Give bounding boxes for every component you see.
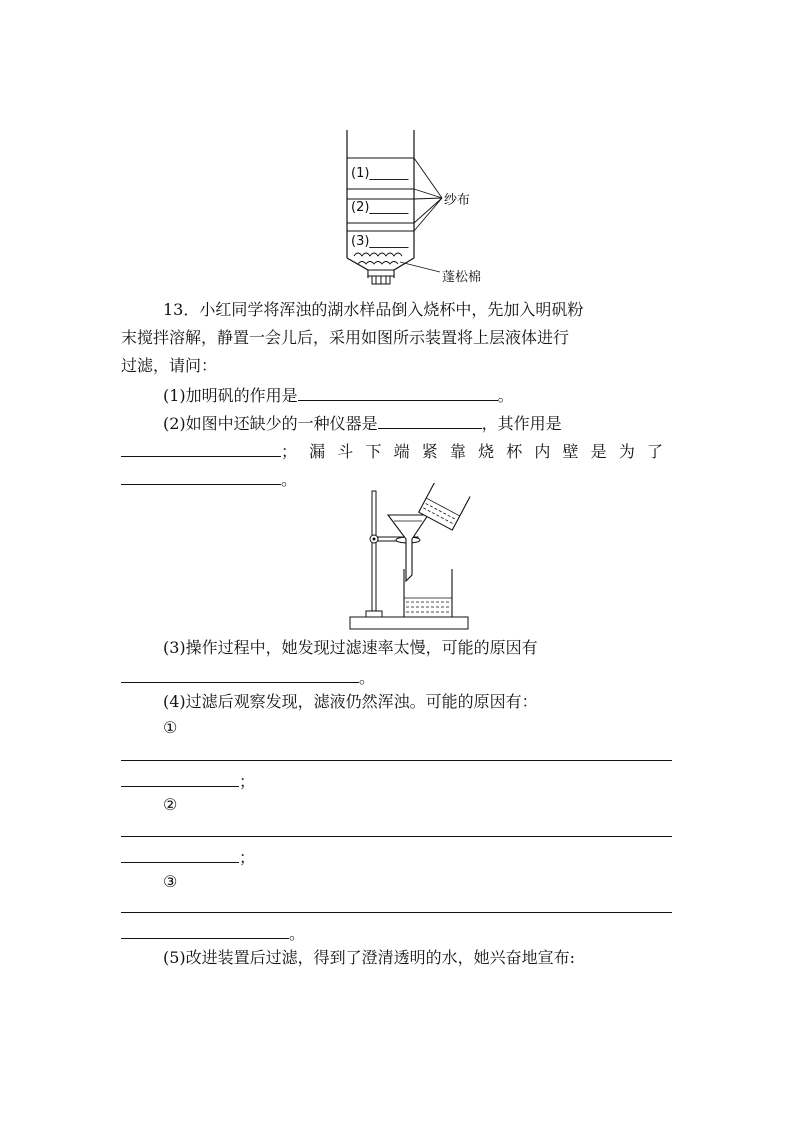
reason-3-answer-blank[interactable]: [121, 922, 289, 939]
water-purifier-figure: [330, 128, 500, 288]
reason-2-answer-line[interactable]: [121, 836, 672, 837]
part-2-text-a: (2)如图中还缺少的一种仪器是: [163, 414, 378, 433]
part-1-end: 。: [497, 386, 514, 405]
filtration-apparatus-figure: [348, 483, 478, 633]
reason-2-end: ；: [239, 848, 256, 867]
part-2-line-3: [121, 468, 297, 490]
question-stem-line-1: [163, 300, 583, 320]
question-stem-line-3: 过滤，请问：: [121, 356, 218, 375]
layer-label-2: (2)______: [351, 200, 409, 215]
gauze-label: 纱布: [444, 193, 471, 208]
reason-3-answer-line[interactable]: [121, 912, 672, 913]
part-1-text: (1)加明矾的作用是: [163, 386, 298, 405]
reason-2-answer-blank[interactable]: [121, 846, 239, 863]
part-1-answer-blank[interactable]: [298, 384, 498, 401]
part-2-line-1: [163, 412, 562, 434]
reason-1-answer-line[interactable]: [121, 760, 672, 761]
part-1: [163, 384, 514, 406]
reason-3-line-2: [121, 922, 305, 944]
part-3-line-2: [121, 666, 375, 688]
reason-1-line-2: [121, 770, 255, 792]
part-3-end: 。: [359, 668, 376, 687]
part-2-text-c: ；漏斗下端紧靠烧杯内壁是为了: [281, 442, 664, 461]
reason-marker-3: ③: [163, 872, 178, 891]
question-stem-line-2: 末搅拌溶解，静置一会儿后，采用如图所示装置将上层液体进行: [121, 328, 570, 347]
cotton-label: 蓬松棉: [442, 270, 482, 285]
part-3-reason-blank[interactable]: [121, 666, 359, 683]
reason-marker-1: ①: [163, 718, 178, 737]
part-2-end: 。: [281, 470, 298, 489]
part-3-line-1: (3)操作过程中，她发现过滤速率太慢，可能的原因有: [163, 638, 538, 657]
layer-label-1: (1)______: [351, 166, 409, 181]
part-2-instrument-blank[interactable]: [378, 412, 482, 429]
reason-1-answer-blank[interactable]: [121, 770, 239, 787]
filtration-apparatus-diagram: [348, 483, 478, 633]
reason-marker-2: ②: [163, 795, 178, 814]
reason-1-end: ；: [239, 772, 256, 791]
part-4-line: (4)过滤后观察发现，滤液仍然浑浊。可能的原因有：: [163, 692, 538, 711]
part-2-line-2: [121, 440, 672, 462]
reason-3-end: 。: [289, 924, 306, 943]
stem-text-1: 小红同学将浑浊的湖水样品倒入烧杯中，先加入明矾粉: [199, 300, 584, 319]
part-2-function-blank[interactable]: [121, 440, 281, 457]
part-5-line: (5)改进装置后过滤，得到了澄清透明的水，她兴奋地宣布:: [163, 948, 576, 967]
reason-2-line-2: [121, 846, 255, 868]
part-2-text-b: ，其作用是: [481, 414, 562, 433]
question-number: 13．: [163, 300, 200, 319]
part-2-purpose-blank[interactable]: [121, 468, 281, 485]
layer-label-3: (3)______: [351, 234, 409, 249]
